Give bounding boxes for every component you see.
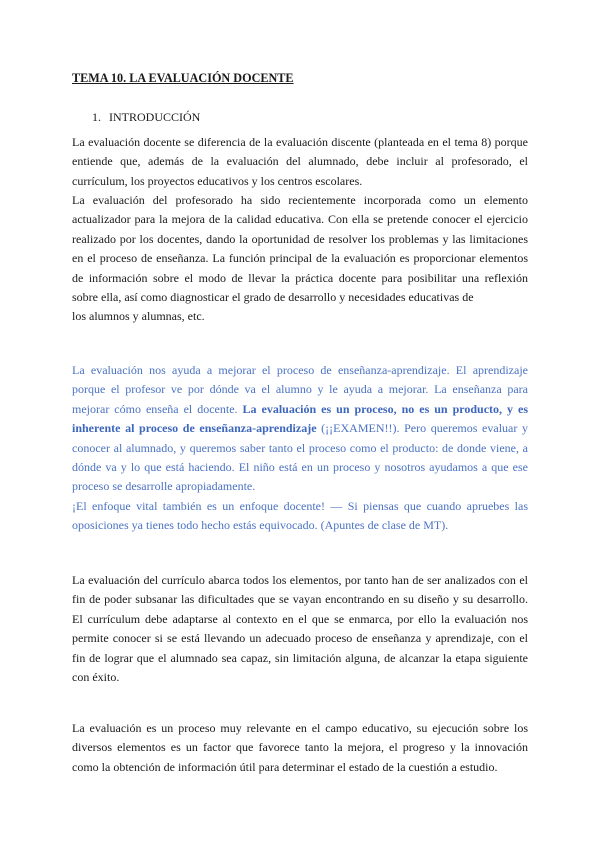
notes-text: mejorar cómo enseña el docente. [72,401,243,416]
paragraph-intro [72,133,528,191]
notes-line: dónde va y lo que está haciendo. El niño está en un proceso y nosotros ayudamos a que ese [72,459,528,474]
paragraph-line: El currículum debe adaptarse al contexto en el que se enmarca, por ello la evaluación nos [72,611,528,626]
notes-line [72,419,528,438]
section-heading [92,110,200,125]
paragraph-line: fin de lograr que el alumnado sea capaz, sin limitación alguna, de alcanzar la etapa siguiente [72,650,528,665]
paragraph-line: permite conocer si se está llevando un adecuado proceso de enseñanza y aprendizaje, con el [72,631,528,646]
paragraph-line: actualizador para la mejora de la calidad educativa. Con ella se pretende conocer el ejercicio [72,212,528,227]
paragraph-line: diversos elementos es un factor que favorece tanto la mejora, el progreso y la innovación [72,740,528,755]
section-label: INTRODUCCIÓN [109,110,201,124]
paragraph-profesorado [72,191,528,327]
notes-line: oposiciones ya tienes todo hecho estás equivocado. (Apuntes de clase de MT). [72,518,449,533]
document-title: TEMA 10. LA EVALUACIÓN DOCENTE [72,71,294,85]
paragraph-line: como la obtención de información útil para determinar el estado de la cuestión a estudio. [72,759,498,774]
paragraph-line: La evaluación del currículo abarca todos los elementos, por tanto han de ser analizados con el [72,573,528,587]
paragraph-line: sobre ella, así como diagnosticar el grado de desarrollo y necesidades educativas de [72,289,474,304]
paragraph-line: currículum, los proyectos educativos y los centros escolares. [72,173,363,188]
section-number: 1. [92,110,101,124]
paragraph-line: de información sobre el modo de llevar la práctica docente para posibilitar una reflexión [72,270,528,285]
paragraph-line: La evaluación es un proceso muy relevante en el campo educativo, su ejecución sobre los [72,721,528,735]
paragraph-line: entiende que, además de la evaluación del alumnado, debe incluir al profesorado, el [72,154,528,169]
notes-text: (¡¡EXAMEN!!). Pero queremos evaluar y [316,421,529,436]
notes-line [72,400,528,419]
paragraph-line: los alumnos y alumnas, etc. [72,309,205,324]
paragraph-line: La evaluación del profesorado ha sido recientemente incorporada como un elemento [72,193,528,207]
notes-line: porque el profesor ve por dónde va el alumno y le ayuda a mejorar. La enseñanza para [72,382,528,397]
paragraph-line: realizado por los docentes, dando la oportunidad de resolver los problemas y las limitaciones [72,231,528,246]
paragraph-curriculo [72,571,528,687]
paragraph-line: La evaluación docente se diferencia de la evaluación discente (planteada en el tema 8) porque [72,135,528,149]
paragraph-line: en el proceso de enseñanza. La función principal de la evaluación es proporcionar elementos [72,251,528,266]
notes-line: La evaluación nos ayuda a mejorar el proceso de enseñanza-aprendizaje. El aprendizaje [72,363,528,377]
paragraph-proceso [72,719,528,777]
notes-emphasis: inherente al proceso de enseñanza-aprendizaje [72,421,317,436]
notes-line: proceso se desarrolle apropiadamente. [72,479,256,494]
notes-line: conocer al alumnado, y queremos saber tanto el proceso como el producto: de donde viene, a [72,440,528,455]
class-notes-paragraph [72,361,528,536]
paragraph-line: fin de poder subsanar las dificultades que se vayan encontrando en su diseño y su desarrollo. [72,592,528,607]
paragraph-line: con éxito. [72,669,120,684]
notes-emphasis: La evaluación es un proceso, no es un producto, y es [242,401,528,416]
notes-line: ¡El enfoque vital también es un enfoque docente! — Si piensas que cuando apruebes las [72,498,528,513]
